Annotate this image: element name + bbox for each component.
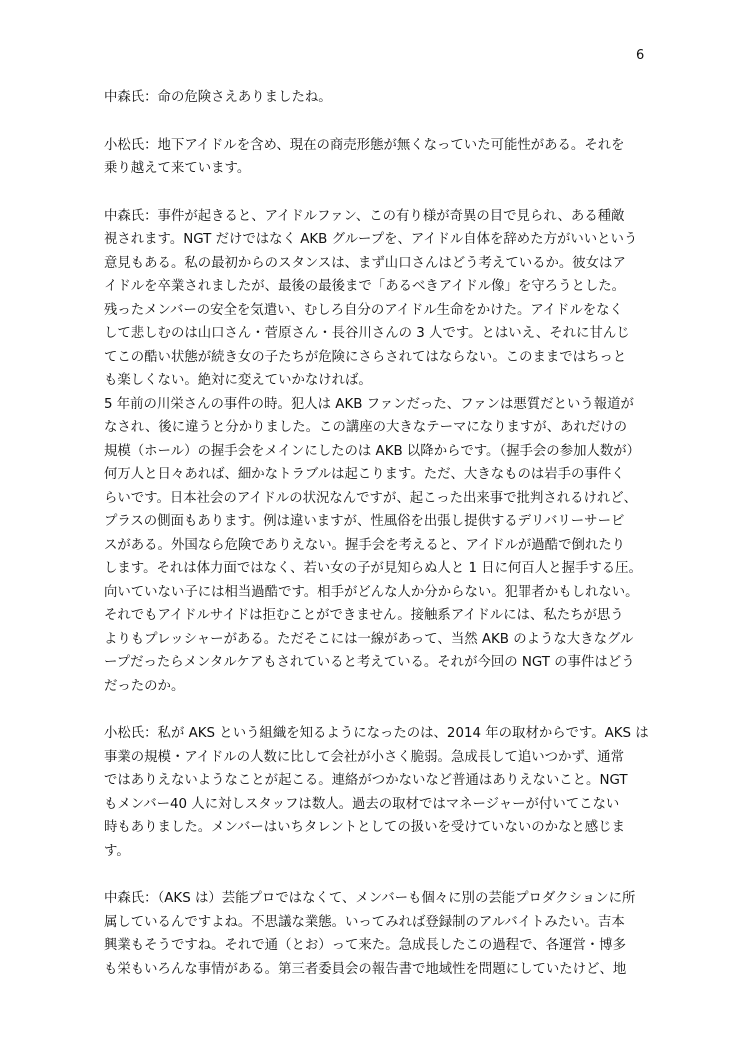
document-body — [104, 86, 652, 981]
text-line: なされ、後に違うと分かりました。この講座の大きなテーマになりますが、あれだけの — [104, 420, 628, 435]
text-line: 向いていない子には相当過酷です。相手がどんな人か分からない。犯罪者かもしれない。 — [104, 584, 639, 600]
text-line: てこの酷い状態が続き女の子たちが危険にさらされてはならない。このままではちっと — [104, 349, 627, 365]
text-line: 中森氏：（AKS は）芸能プロではなくて、メンバーも個々に別の芸能プロダクションに所 — [104, 891, 636, 906]
paragraph — [104, 86, 652, 110]
text-line: 規模（ホール）の握手会をメインにしたのは AKB 以降からです。（握手会の参加人数が） — [104, 443, 641, 459]
text-line: 小松氏：私が AKS という組織を知るようになったのは、2014 年の取材からです。AKS は — [104, 726, 649, 741]
text-line: す。 — [104, 843, 130, 859]
paragraph — [104, 887, 652, 981]
text-line: 何万人と日々あれば、細かなトラブルは起こります。ただ、大きなものは岩手の事件く — [104, 467, 625, 482]
text-line: スがある。外国なら危険でありえない。握手会を考えると、アイドルが過酷で倒れたり — [104, 537, 626, 553]
text-line: 中森氏：事件が起きると、アイドルファン、この有り様が奇異の目で見られ、ある種敵 — [104, 208, 625, 224]
text-line: それでもアイドルサイドは拒むことができません。接触系アイドルには、私たちが思う — [104, 608, 624, 623]
text-line: ープだったらメンタルケアもされていると考えている。それが今回の NGT の事件はどう — [104, 655, 635, 670]
text-line: 5 年前の川栄さんの事件の時。犯人は AKB ファンだった、ファンは悪質だという報道が — [104, 396, 634, 412]
text-line: 小松氏：地下アイドルを含め、現在の商売形態が無くなっていた可能性がある。それを — [104, 137, 625, 153]
text-line: 属しているんですよね。不思議な業態。いってみれば登録制のアルバイトみたい。吉本 — [104, 914, 625, 930]
text-line: だったのか。 — [104, 678, 185, 694]
paragraph — [104, 205, 652, 699]
text-line: 時もありました。メンバーはいちタレントとしての扱いを受けていないのかなと感じま — [104, 820, 625, 835]
text-line: 乗り越えて来ています。 — [104, 161, 251, 176]
text-line: 視されます。NGT だけではなく AKB グループを、アイドル自体を辞めた方がいいという — [104, 232, 638, 247]
text-line: らいです。日本社会のアイドルの状況なんですが、起こった出来事で批判されるけれど、 — [104, 490, 638, 506]
text-line: して悲しむのは山口さん・菅原さん・長谷川さんの 3 人です。とはいえ、それに甘んじ — [104, 326, 630, 341]
text-line: 残ったメンバーの安全を気遣い、むしろ自分のアイドル生命をかけた。アイドルをなく — [104, 302, 623, 318]
text-line: プラスの側面もあります。例は違いますが、性風俗を出張し提供するデリバリーサービ — [104, 514, 625, 529]
text-line: 事業の規模・アイドルの人数に比して会社が小さく脆弱。急成長して追いつかず、通常 — [104, 749, 624, 765]
text-line: も栄もいろんな事情がある。第三者委員会の報告書で地域性を問題にしていたけど、地 — [104, 961, 627, 977]
text-line: ではありえないようなことが起こる。連絡がつかないなど普通はありえないこと。NGT — [104, 773, 628, 788]
text-line: よりもプレッシャーがある。ただそこには一線があって、当然 AKB のような大きなグル — [104, 631, 634, 647]
paragraph — [104, 134, 652, 181]
text-line: も楽しくない。絶対に変えていかなければ。 — [104, 373, 372, 388]
text-line: 中森氏：命の危険さえありましたね。 — [104, 90, 332, 105]
text-line: 興業もそうですね。それで通（とお）って来た。急成長したこの過程で、各運営・博多 — [104, 938, 626, 953]
text-line: します。それは体力面ではなく、若い女の子が見知らぬ人と 1 日に何百人と握手する圧。 — [104, 561, 642, 576]
page-number: 6 — [636, 48, 645, 63]
text-line: イドルを卒業されましたが、最後の最後まで「あるべきアイドル像」を守ろうとした。 — [104, 279, 626, 294]
text-line: 意見もある。私の最初からのスタンスは、まず山口さんはどう考えているか。彼女はア — [104, 255, 626, 271]
paragraph — [104, 722, 652, 863]
text-line: もメンバー40 人に対しスタッフは数人。過去の取材ではマネージャーが付いてこない — [104, 796, 620, 812]
